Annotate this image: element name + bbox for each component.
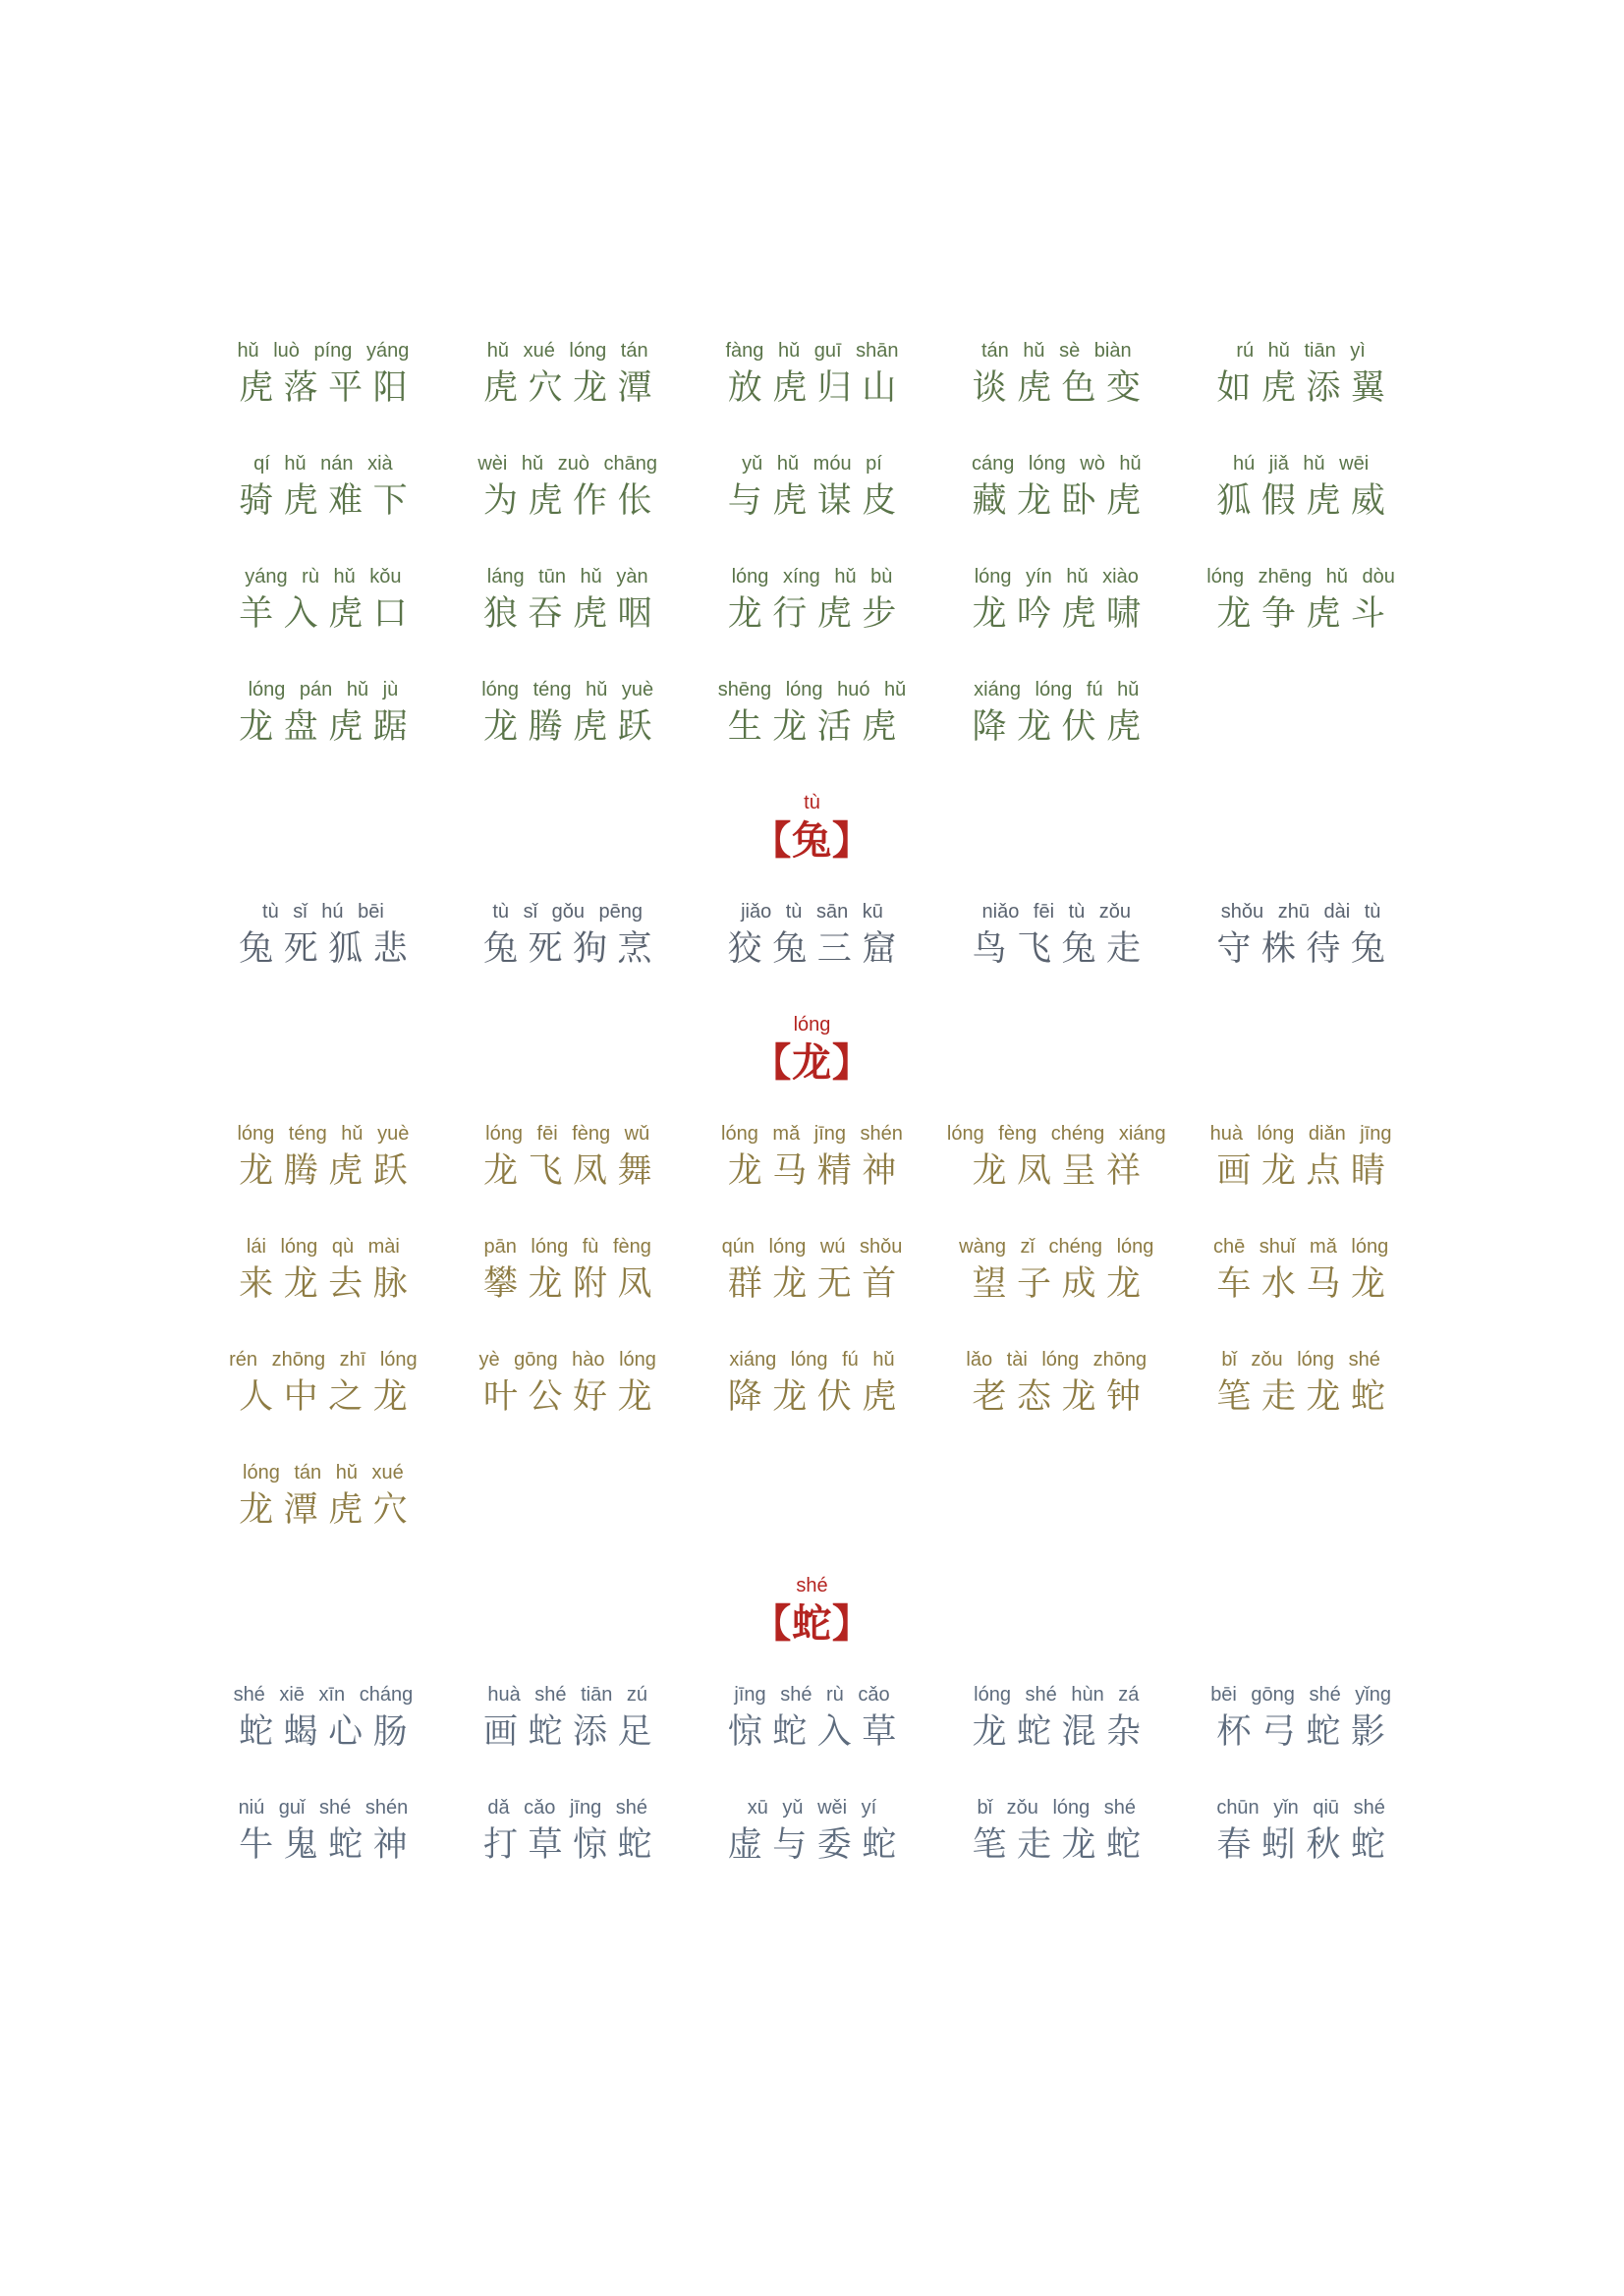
idiom-pinyin: bǐ zǒu lóng shé bbox=[1221, 1349, 1380, 1371]
idiom-characters: 龙腾虎跃 bbox=[482, 707, 662, 746]
idiom-pinyin: lóng téng hǔ yuè bbox=[481, 679, 654, 700]
idiom-entry bbox=[1179, 899, 1424, 972]
idiom-entry bbox=[690, 677, 934, 750]
idiom-characters: 攀龙附凤 bbox=[482, 1264, 662, 1303]
section-dragon bbox=[201, 1012, 1424, 1533]
idiom-characters: 兔死狗烹 bbox=[482, 929, 662, 968]
idiom-entry bbox=[445, 1347, 690, 1420]
idiom-entry bbox=[934, 1795, 1179, 1868]
idiom-row bbox=[201, 1347, 1424, 1420]
section-header-title: 【龙】 bbox=[752, 1041, 872, 1085]
idiom-row bbox=[201, 1121, 1424, 1194]
idiom-characters: 牛鬼蛇神 bbox=[239, 1825, 419, 1864]
idiom-entry bbox=[1179, 338, 1424, 411]
idiom-pinyin: huà lóng diǎn jīng bbox=[1209, 1123, 1392, 1145]
idiom-entry bbox=[690, 1795, 934, 1868]
idiom-entry bbox=[445, 1682, 690, 1755]
idiom-characters: 老态龙钟 bbox=[972, 1377, 1151, 1416]
idiom-characters: 杯弓蛇影 bbox=[1216, 1712, 1396, 1751]
idiom-entry bbox=[934, 1682, 1179, 1755]
idiom-pinyin: hú jiǎ hǔ wēi bbox=[1233, 453, 1370, 475]
idiom-entry bbox=[690, 1121, 934, 1194]
idiom-pinyin: shé xiē xīn cháng bbox=[233, 1684, 414, 1706]
idiom-pinyin: hǔ xué lóng tán bbox=[486, 340, 648, 362]
idiom-pinyin: shǒu zhū dài tù bbox=[1220, 901, 1381, 923]
idiom-pinyin: qún lóng wú shǒu bbox=[721, 1236, 903, 1258]
idiom-characters: 兔死狐悲 bbox=[239, 929, 419, 968]
idiom-pinyin: lóng yín hǔ xiào bbox=[974, 566, 1139, 588]
idiom-pinyin: jīng shé rù cǎo bbox=[734, 1684, 890, 1706]
idiom-entry bbox=[201, 1347, 446, 1420]
idiom-characters: 藏龙卧虎 bbox=[972, 481, 1151, 520]
idiom-characters: 叶公好龙 bbox=[482, 1377, 662, 1416]
idiom-entry bbox=[201, 1460, 446, 1533]
idiom-pinyin: niǎo fēi tù zǒu bbox=[981, 901, 1132, 923]
idiom-entry bbox=[445, 1795, 690, 1868]
idiom-characters: 狐假虎威 bbox=[1216, 481, 1396, 520]
idiom-characters: 鸟飞兔走 bbox=[972, 929, 1151, 968]
idiom-entry bbox=[445, 1234, 690, 1307]
idiom-pinyin: bēi gōng shé yǐng bbox=[1210, 1684, 1391, 1706]
idiom-entry bbox=[201, 564, 446, 637]
idiom-pinyin: shēng lóng huó hǔ bbox=[717, 679, 907, 700]
idiom-characters: 龙争虎斗 bbox=[1216, 594, 1396, 633]
idiom-characters: 画龙点睛 bbox=[1216, 1151, 1396, 1190]
idiom-entry bbox=[690, 338, 934, 411]
idiom-pinyin: yáng rù hǔ kǒu bbox=[245, 566, 402, 588]
idiom-characters: 谈虎色变 bbox=[972, 368, 1151, 407]
section-header-pinyin: shé bbox=[796, 1575, 828, 1596]
idiom-pinyin: lóng zhēng hǔ dòu bbox=[1206, 566, 1395, 588]
idiom-characters: 蛇蝎心肠 bbox=[239, 1712, 419, 1751]
idiom-row bbox=[201, 1460, 1424, 1533]
idiom-characters: 为虎作伥 bbox=[482, 481, 662, 520]
idiom-pinyin: láng tūn hǔ yàn bbox=[486, 566, 648, 588]
idiom-characters: 虎穴龙潭 bbox=[482, 368, 662, 407]
idiom-characters: 与虎谋皮 bbox=[727, 481, 907, 520]
idiom-pinyin: niú guǐ shé shén bbox=[238, 1797, 409, 1819]
idiom-pinyin: bǐ zǒu lóng shé bbox=[977, 1797, 1137, 1819]
section-rabbit bbox=[201, 790, 1424, 972]
idiom-characters: 人中之龙 bbox=[239, 1377, 419, 1416]
idiom-pinyin: wàng zǐ chéng lóng bbox=[959, 1236, 1154, 1258]
idiom-entry bbox=[934, 564, 1179, 637]
idiom-characters: 望子成龙 bbox=[972, 1264, 1151, 1303]
idiom-entry bbox=[934, 1347, 1179, 1420]
idiom-entry bbox=[934, 899, 1179, 972]
idiom-entry bbox=[201, 451, 446, 524]
idiom-entry bbox=[1179, 1121, 1424, 1194]
idiom-characters: 打草惊蛇 bbox=[482, 1825, 662, 1864]
idiom-characters: 龙马精神 bbox=[727, 1151, 907, 1190]
idiom-characters: 虚与委蛇 bbox=[727, 1825, 907, 1864]
idiom-characters: 放虎归山 bbox=[727, 368, 907, 407]
idiom-pinyin: jiǎo tù sān kū bbox=[741, 901, 883, 923]
section-header-title: 【兔】 bbox=[752, 819, 872, 863]
idiom-characters: 守株待兔 bbox=[1216, 929, 1396, 968]
idiom-entry bbox=[445, 1121, 690, 1194]
idiom-row bbox=[201, 338, 1424, 411]
idiom-entry bbox=[201, 677, 446, 750]
idiom-entry bbox=[934, 1121, 1179, 1194]
idiom-entry bbox=[690, 451, 934, 524]
idiom-pinyin: huà shé tiān zú bbox=[487, 1684, 648, 1706]
idiom-entry bbox=[1179, 1795, 1424, 1868]
idiom-pinyin: tù sǐ hú bēi bbox=[262, 901, 384, 923]
idiom-entry bbox=[690, 899, 934, 972]
idiom-entry bbox=[201, 1121, 446, 1194]
idiom-entry bbox=[690, 1682, 934, 1755]
idiom-characters: 画蛇添足 bbox=[482, 1712, 662, 1751]
idiom-pinyin: rú hǔ tiān yì bbox=[1236, 340, 1366, 362]
idiom-pinyin: fàng hǔ guī shān bbox=[725, 340, 899, 362]
idiom-entry bbox=[934, 677, 1179, 750]
idiom-characters: 龙腾虎跃 bbox=[239, 1151, 419, 1190]
idiom-pinyin: lóng téng hǔ yuè bbox=[237, 1123, 410, 1145]
section-header-title: 【蛇】 bbox=[752, 1602, 872, 1646]
idiom-pinyin: lǎo tài lóng zhōng bbox=[966, 1349, 1148, 1371]
section-tiger bbox=[201, 338, 1424, 750]
idiom-entry bbox=[201, 1682, 446, 1755]
idiom-entry bbox=[690, 1347, 934, 1420]
idiom-characters: 群龙无首 bbox=[727, 1264, 907, 1303]
idiom-entry bbox=[201, 1234, 446, 1307]
idiom-characters: 笔走龙蛇 bbox=[972, 1825, 1151, 1864]
idiom-pinyin: lóng tán hǔ xué bbox=[243, 1462, 404, 1484]
idiom-sections bbox=[201, 0, 1424, 1868]
idiom-entry bbox=[1179, 1347, 1424, 1420]
idiom-characters: 来龙去脉 bbox=[239, 1264, 419, 1303]
idiom-pinyin: cáng lóng wò hǔ bbox=[971, 453, 1142, 475]
idiom-characters: 骑虎难下 bbox=[239, 481, 419, 520]
section-header-rabbit bbox=[201, 790, 1424, 867]
idiom-characters: 降龙伏虎 bbox=[972, 707, 1151, 746]
idiom-pinyin: hǔ luò píng yáng bbox=[237, 340, 410, 362]
idiom-pinyin: lóng mǎ jīng shén bbox=[721, 1123, 903, 1145]
idiom-characters: 龙潭虎穴 bbox=[239, 1490, 419, 1529]
idiom-characters: 龙蛇混杂 bbox=[972, 1712, 1151, 1751]
idiom-characters: 如虎添翼 bbox=[1216, 368, 1396, 407]
idiom-pinyin: xiáng lóng fú hǔ bbox=[974, 679, 1140, 700]
idiom-entry bbox=[1179, 451, 1424, 524]
idiom-characters: 春蚓秋蛇 bbox=[1216, 1825, 1396, 1864]
idiom-entry bbox=[445, 899, 690, 972]
idiom-row bbox=[201, 1234, 1424, 1307]
idiom-row bbox=[201, 564, 1424, 637]
idiom-characters: 狡兔三窟 bbox=[727, 929, 907, 968]
idiom-entry bbox=[690, 1234, 934, 1307]
idiom-entry bbox=[445, 677, 690, 750]
section-snake bbox=[201, 1573, 1424, 1868]
idiom-row bbox=[201, 451, 1424, 524]
idiom-entry bbox=[934, 451, 1179, 524]
idiom-characters: 龙行虎步 bbox=[727, 594, 907, 633]
idiom-pinyin: tù sǐ gǒu pēng bbox=[492, 901, 644, 923]
idiom-pinyin: lóng fēi fèng wǔ bbox=[485, 1123, 650, 1145]
idiom-pinyin: lóng pán hǔ jù bbox=[248, 679, 399, 700]
idiom-row bbox=[201, 1795, 1424, 1868]
idiom-characters: 狼吞虎咽 bbox=[482, 594, 662, 633]
idiom-entry bbox=[201, 338, 446, 411]
idiom-characters: 龙吟虎啸 bbox=[972, 594, 1151, 633]
idiom-entry bbox=[445, 338, 690, 411]
idiom-characters: 生龙活虎 bbox=[727, 707, 907, 746]
idiom-row bbox=[201, 1682, 1424, 1755]
idiom-pinyin: tán hǔ sè biàn bbox=[980, 340, 1132, 362]
idiom-pinyin: lái lóng qù mài bbox=[246, 1236, 400, 1258]
idiom-pinyin: yǔ hǔ móu pí bbox=[742, 453, 882, 475]
idiom-entry bbox=[1179, 564, 1424, 637]
idiom-characters: 笔走龙蛇 bbox=[1216, 1377, 1396, 1416]
idiom-characters: 龙盘虎踞 bbox=[239, 707, 419, 746]
idiom-entry bbox=[1179, 1234, 1424, 1307]
idiom-pinyin: wèi hǔ zuò chāng bbox=[477, 453, 658, 475]
idiom-pinyin: qí hǔ nán xià bbox=[253, 453, 393, 475]
idiom-entry bbox=[201, 899, 446, 972]
idiom-characters: 龙飞凤舞 bbox=[482, 1151, 662, 1190]
idiom-pinyin: lóng fèng chéng xiáng bbox=[946, 1123, 1166, 1145]
idiom-entry bbox=[1179, 1682, 1424, 1755]
idiom-pinyin: xū yǔ wěi yí bbox=[747, 1797, 877, 1819]
idiom-pinyin: chūn yǐn qiū shé bbox=[1216, 1797, 1385, 1819]
section-header-snake bbox=[201, 1573, 1424, 1650]
idiom-characters: 降龙伏虎 bbox=[727, 1377, 907, 1416]
idiom-pinyin: rén zhōng zhī lóng bbox=[229, 1349, 418, 1371]
idiom-characters: 车水马龙 bbox=[1216, 1264, 1396, 1303]
idiom-entry bbox=[445, 564, 690, 637]
idiom-characters: 虎落平阳 bbox=[239, 368, 419, 407]
idiom-pinyin: lóng xíng hǔ bù bbox=[731, 566, 893, 588]
idiom-pinyin: dǎ cǎo jīng shé bbox=[487, 1797, 648, 1819]
idiom-pinyin: lóng shé hùn zá bbox=[974, 1684, 1140, 1706]
idiom-row bbox=[201, 677, 1424, 750]
idiom-pinyin: chē shuǐ mǎ lóng bbox=[1212, 1236, 1389, 1258]
section-header-pinyin: lóng bbox=[793, 1014, 831, 1036]
idiom-entry bbox=[934, 338, 1179, 411]
section-header-pinyin: tù bbox=[804, 792, 820, 813]
idiom-entry bbox=[201, 1795, 446, 1868]
idiom-characters: 惊蛇入草 bbox=[727, 1712, 907, 1751]
idiom-pinyin: pān lóng fù fèng bbox=[483, 1236, 651, 1258]
section-header-dragon bbox=[201, 1012, 1424, 1089]
idiom-pinyin: yè gōng hào lóng bbox=[478, 1349, 656, 1371]
idiom-entry bbox=[445, 451, 690, 524]
idiom-characters: 羊入虎口 bbox=[239, 594, 419, 633]
idiom-entry bbox=[934, 1234, 1179, 1307]
idiom-entry bbox=[690, 564, 934, 637]
idiom-row bbox=[201, 899, 1424, 972]
idiom-pinyin: xiáng lóng fú hǔ bbox=[729, 1349, 895, 1371]
idiom-characters: 龙凤呈祥 bbox=[972, 1151, 1151, 1190]
